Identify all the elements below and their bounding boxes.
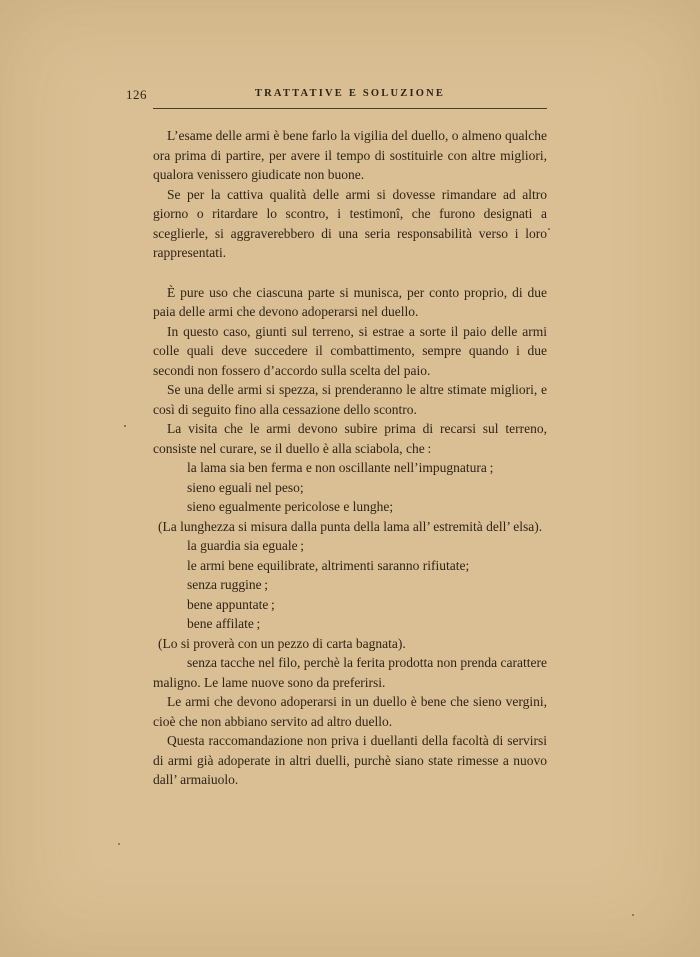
paragraph: la lama sia ben ferma e non oscillante nell’impugnatura ;: [187, 460, 494, 475]
running-head: TRATTATIVE E SOLUZIONE: [254, 88, 446, 99]
paragraph: (Lo si proverà con un pezzo di carta bagnata).: [158, 635, 406, 651]
paragraph: Se una delle armi si spezza, si prenderanno le altre stimate migliori, e così di seguito fino alla cessazione dello scontro.: [153, 382, 547, 417]
scan-speck: [124, 425, 126, 427]
page-header: [126, 86, 547, 104]
paragraph: Se per la cattiva qualità delle armi si dovesse rimandare ad altro giorno o ritardare lo scontro, i testimonî, che furono designati a sceglierle, si aggraverebbero di una seria responsabilità verso i loro rappresentati.: [153, 186, 547, 260]
paragraph: bene affilate ;: [187, 616, 261, 631]
paragraph: L’esame delle armi è bene farlo la vigilia del duello, o almeno qualche ora prima di partire, per avere il tempo di sostituirle con altre migliori, qualora venissero giudicate non buone.: [153, 128, 547, 182]
page-number: 126: [126, 87, 147, 102]
page-body: [153, 126, 547, 790]
text-block: [126, 86, 547, 790]
paragraph: Questa raccomandazione non priva i duellanti della facoltà di servirsi di armi già adoperate in altri duelli, purchè siano state rimesse a nuovo dall’ armaiuolo.: [153, 733, 547, 787]
scan-speck: [118, 843, 120, 845]
paragraph: bene appuntate ;: [187, 596, 275, 612]
paragraph: (La lunghezza si misura dalla punta della lama all’ estremità dell’ elsa).: [158, 518, 543, 534]
paragraph: senza ruggine ;: [187, 577, 269, 592]
scan-speck: [548, 228, 550, 230]
paragraph: È pure uso che ciascuna parte si munisca, per conto proprio, di due paia delle armi che devono adoperarsi nel duello.: [153, 284, 547, 319]
paragraph: La visita che le armi devono subire prima di recarsi sul terreno, consiste nel curare, se il duello è alla sciabola, che :: [153, 421, 547, 456]
paragraph: le armi bene equilibrate, altrimenti saranno rifiutate;: [187, 557, 470, 573]
header-rule: [153, 108, 547, 109]
paragraph: sieno egualmente pericolose e lunghe;: [187, 499, 394, 514]
scan-speck: [632, 914, 634, 916]
paragraph: la guardia sia eguale ;: [187, 538, 305, 553]
paragraph: In questo caso, giunti sul terreno, si estrae a sorte il paio delle armi colle quali deve succedere il combattimento, sempre quando i due secondi non fossero d’accordo sulla scelta del paio.: [153, 323, 547, 378]
paragraph: sieno eguali nel peso;: [187, 479, 304, 495]
paragraph: senza tacche nel filo, perchè la ferita prodotta non prenda carattere maligno. Le lame nuove sono da preferirsi.: [153, 655, 547, 690]
paragraph: Le armi che devono adoperarsi in un duello è bene che sieno vergini, cioè che non abbiano servito ad altro duello.: [153, 694, 547, 729]
